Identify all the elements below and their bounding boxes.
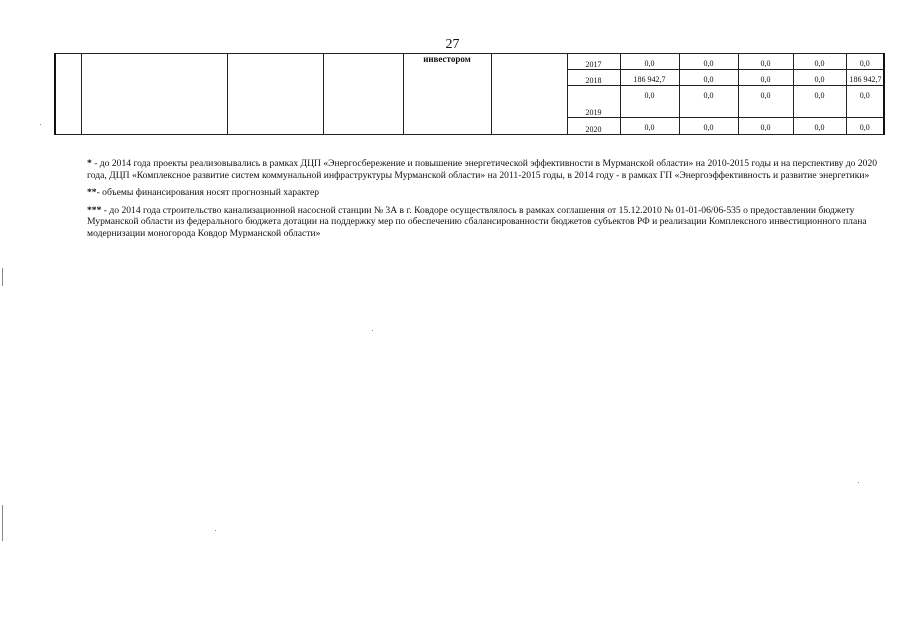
footnote-1 [87, 158, 887, 181]
page-number: 27 [445, 37, 460, 52]
cell-value: 0,0 [738, 86, 793, 118]
cell-value: 0,0 [793, 54, 846, 70]
cell-value: 0,0 [679, 86, 738, 118]
cell-total: 186 942,7 [620, 70, 679, 86]
cell-value: 186 942,7 [846, 70, 884, 86]
cell-value: 0,0 [738, 118, 793, 135]
scan-artifact [372, 330, 373, 331]
cell-value: 0,0 [738, 54, 793, 70]
cell-executor: инвестором [403, 54, 491, 135]
cell-measure-name [81, 54, 227, 135]
cell-value: 0,0 [793, 118, 846, 135]
footnote-text: - до 2014 года проекты реализовывались в рамках ДЦП «Энергосбережение и повышение энергетической эффективности в Мурманской области» на 2010-2015 годы и на перспективу до 2020 года, ДЦП «Комплексное развитие систем коммунальной инфраструктуры Мурманской области» на 2011-2015 годы, в 2014 году - в рамках ГП «Энергоэффективность и развитие энергетики» [87, 158, 878, 181]
cell-deadline [227, 54, 323, 135]
cell-number [55, 54, 81, 135]
cell-value: 0,0 [679, 54, 738, 70]
cell-total: 0,0 [620, 86, 679, 118]
cell-value: 0,0 [846, 86, 884, 118]
cell-value: 0,0 [846, 118, 884, 135]
footnote-marker: * [87, 158, 92, 169]
footnote-2 [87, 187, 887, 199]
cell-total: 0,0 [620, 54, 679, 70]
footnote-text: - до 2014 года строительство канализационной насосной станции № 3А в г. Ковдоре осуществлялось в рамках соглашения от 15.12.2010 № 01-01-06/06-535 о предоставлении бюджету Мурманской области из федерального бюджета дотации на поддержку мер по обеспечению сбалансированности бюджетов субъектов РФ и реализации Комплексного инвестиционного плана модернизации моногорода Ковдор Мурманской области» [87, 204, 867, 239]
cell-coexecutor [323, 54, 403, 135]
cell-source [491, 54, 567, 135]
cell-year: 2017 [567, 54, 620, 70]
scan-artifact [2, 268, 3, 286]
cell-value: 0,0 [846, 54, 884, 70]
footnote-3 [87, 205, 887, 240]
footnotes [87, 158, 887, 246]
scan-artifact [215, 530, 216, 531]
financing-table [54, 53, 885, 135]
cell-value: 0,0 [793, 70, 846, 86]
cell-value: 0,0 [738, 70, 793, 86]
cell-year: 2018 [567, 70, 620, 86]
cell-value: 0,0 [679, 70, 738, 86]
cell-value: 0,0 [793, 86, 846, 118]
cell-year: 2019 [567, 86, 620, 118]
table-row [55, 54, 884, 70]
scan-artifact [2, 505, 3, 541]
scan-artifact [40, 124, 41, 125]
footnote-text: - объемы финансирования носят прогнозный характер [96, 187, 320, 199]
footnote-marker: *** [87, 204, 102, 216]
scan-artifact [858, 482, 859, 483]
cell-total: 0,0 [620, 118, 679, 135]
footnote-marker: ** [87, 187, 97, 199]
cell-year: 2020 [567, 118, 620, 135]
cell-value: 0,0 [679, 118, 738, 135]
